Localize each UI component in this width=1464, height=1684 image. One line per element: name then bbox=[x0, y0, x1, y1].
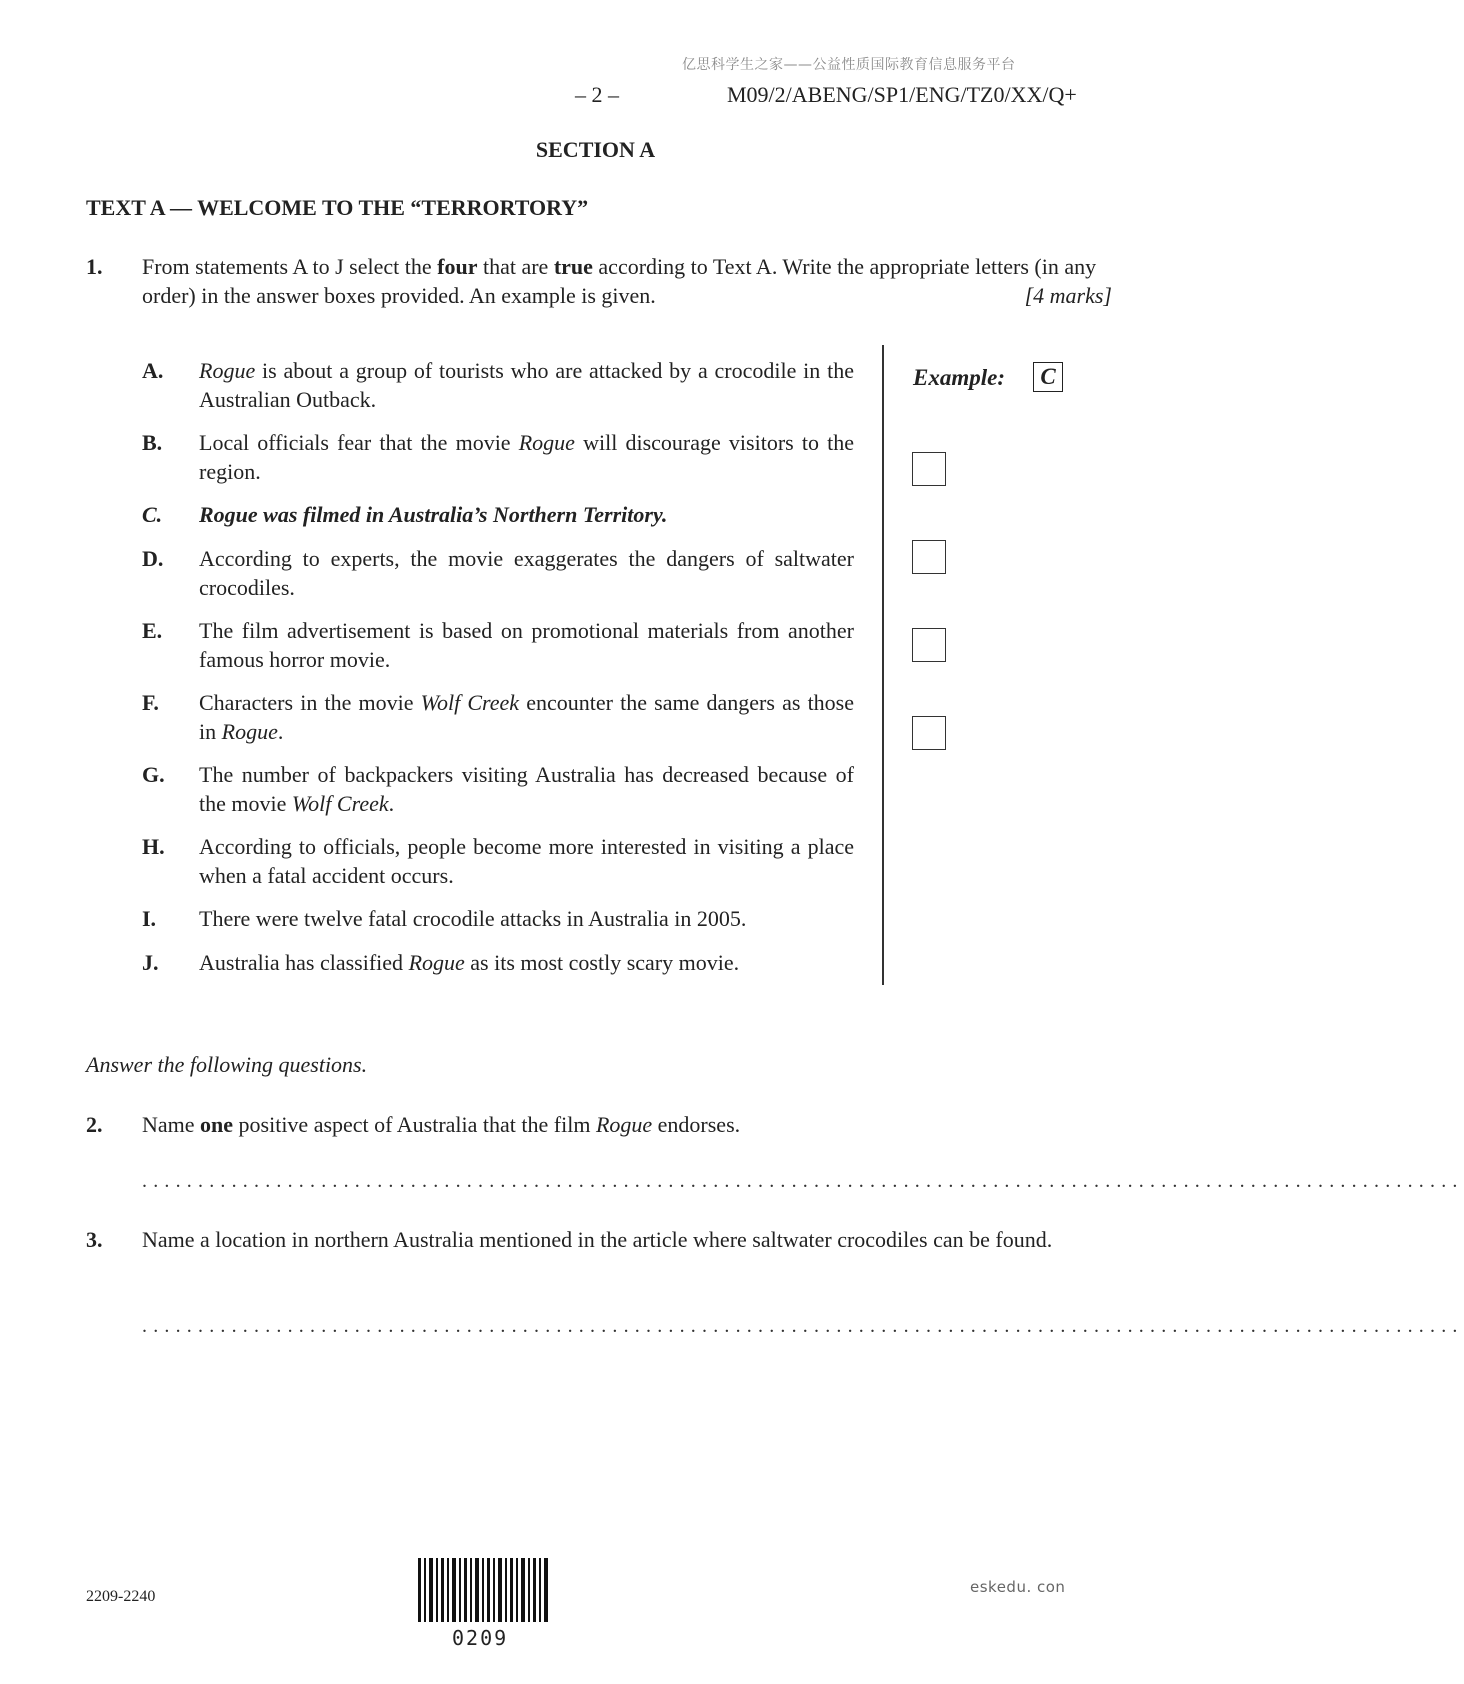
statement-item bbox=[142, 428, 854, 486]
statement-item bbox=[142, 904, 854, 933]
example-answer-box: C bbox=[1033, 362, 1063, 392]
marks-label: [4 marks] bbox=[1024, 283, 1112, 308]
bold-four: four bbox=[437, 254, 478, 279]
answer-box[interactable] bbox=[912, 628, 946, 662]
section-title: SECTION A bbox=[535, 137, 656, 162]
paper-code: M09/2/ABENG/SP1/ENG/TZ0/XX/Q+ bbox=[727, 82, 1077, 107]
statement-letter: F. bbox=[142, 690, 159, 715]
statement-letter: B. bbox=[142, 430, 163, 455]
answer-box[interactable] bbox=[912, 716, 946, 750]
statement-letter: C. bbox=[142, 502, 163, 527]
statement-item bbox=[142, 948, 854, 977]
answer-box[interactable] bbox=[912, 452, 946, 486]
statement-text: The film advertisement is based on promotional materials from another famous horror movie. bbox=[199, 618, 854, 672]
bold-true: true bbox=[553, 254, 593, 279]
statement-text: Australia has classified Rogue as its most costly scary movie. bbox=[199, 950, 740, 975]
statement-letter: J. bbox=[142, 950, 159, 975]
statement-text: According to officials, people become more interested in visiting a place when a fatal accident occurs. bbox=[199, 834, 854, 888]
page-number: – 2 – bbox=[575, 82, 619, 107]
statement-letter: H. bbox=[142, 834, 165, 859]
statement-letter: G. bbox=[142, 762, 165, 787]
statement-letter: I. bbox=[142, 906, 157, 931]
statement-text: Local officials fear that the movie Rogue will discourage visitors to the region. bbox=[199, 430, 854, 484]
watermark-text: 亿思科学生之家——公益性质国际教育信息服务平台 bbox=[682, 57, 1016, 73]
statement-text: Rogue is about a group of tourists who are attacked by a crocodile in the Australian Outback. bbox=[199, 358, 854, 412]
question-1-number: 1. bbox=[86, 254, 103, 279]
footer-code: 2209-2240 bbox=[86, 1588, 156, 1605]
example-label: Example: bbox=[913, 365, 1005, 390]
statement-letter: D. bbox=[142, 546, 164, 571]
answer-line-3[interactable]: ...................................................................................................................... bbox=[142, 1315, 1464, 1337]
answer-line-2[interactable]: ...................................................................................................................... bbox=[142, 1170, 1464, 1192]
statement-item bbox=[142, 500, 854, 529]
statement-item bbox=[142, 544, 854, 602]
statement-text: According to experts, the movie exaggerates the dangers of saltwater crocodiles. bbox=[199, 546, 854, 600]
site-text: eskedu. con bbox=[970, 1578, 1066, 1596]
text-title: TEXT A — WELCOME TO THE “TERRORTORY” bbox=[86, 195, 589, 220]
statement-text: Rogue was filmed in Australia’s Northern Territory. bbox=[199, 502, 668, 527]
statement-text: There were twelve fatal crocodile attacks in Australia in 2005. bbox=[199, 906, 747, 931]
barcode-number: 0209 bbox=[452, 1626, 509, 1650]
instruction-text: Answer the following questions. bbox=[86, 1052, 368, 1077]
divider-line bbox=[882, 345, 884, 985]
barcode bbox=[418, 1558, 550, 1627]
statement-item bbox=[142, 832, 854, 890]
question-3-number: 3. bbox=[86, 1227, 103, 1252]
barcode-icon bbox=[418, 1558, 550, 1622]
statement-item bbox=[142, 616, 854, 674]
statement-text: The number of backpackers visiting Australia has decreased because of the movie Wolf Creek. bbox=[199, 762, 854, 816]
statement-item bbox=[142, 688, 854, 746]
statement-item bbox=[142, 356, 854, 414]
question-2-text: Name one positive aspect of Australia that the film Rogue endorses. bbox=[142, 1112, 741, 1137]
question-3-text: Name a location in northern Australia mentioned in the article where saltwater crocodiles can be found. bbox=[142, 1227, 1053, 1252]
question-2-number: 2. bbox=[86, 1112, 103, 1137]
answer-box[interactable] bbox=[912, 540, 946, 574]
statement-item bbox=[142, 760, 854, 818]
statement-letter: A. bbox=[142, 358, 164, 383]
statement-letter: E. bbox=[142, 618, 163, 643]
question-1-text: From statements A to J select the four that are true according to Text A. Write the appropriate letters (in any order) in the answer boxes provided. An example is given. [4 marks] bbox=[142, 254, 1112, 308]
statement-text: Characters in the movie Wolf Creek encounter the same dangers as those in Rogue. bbox=[199, 690, 855, 744]
